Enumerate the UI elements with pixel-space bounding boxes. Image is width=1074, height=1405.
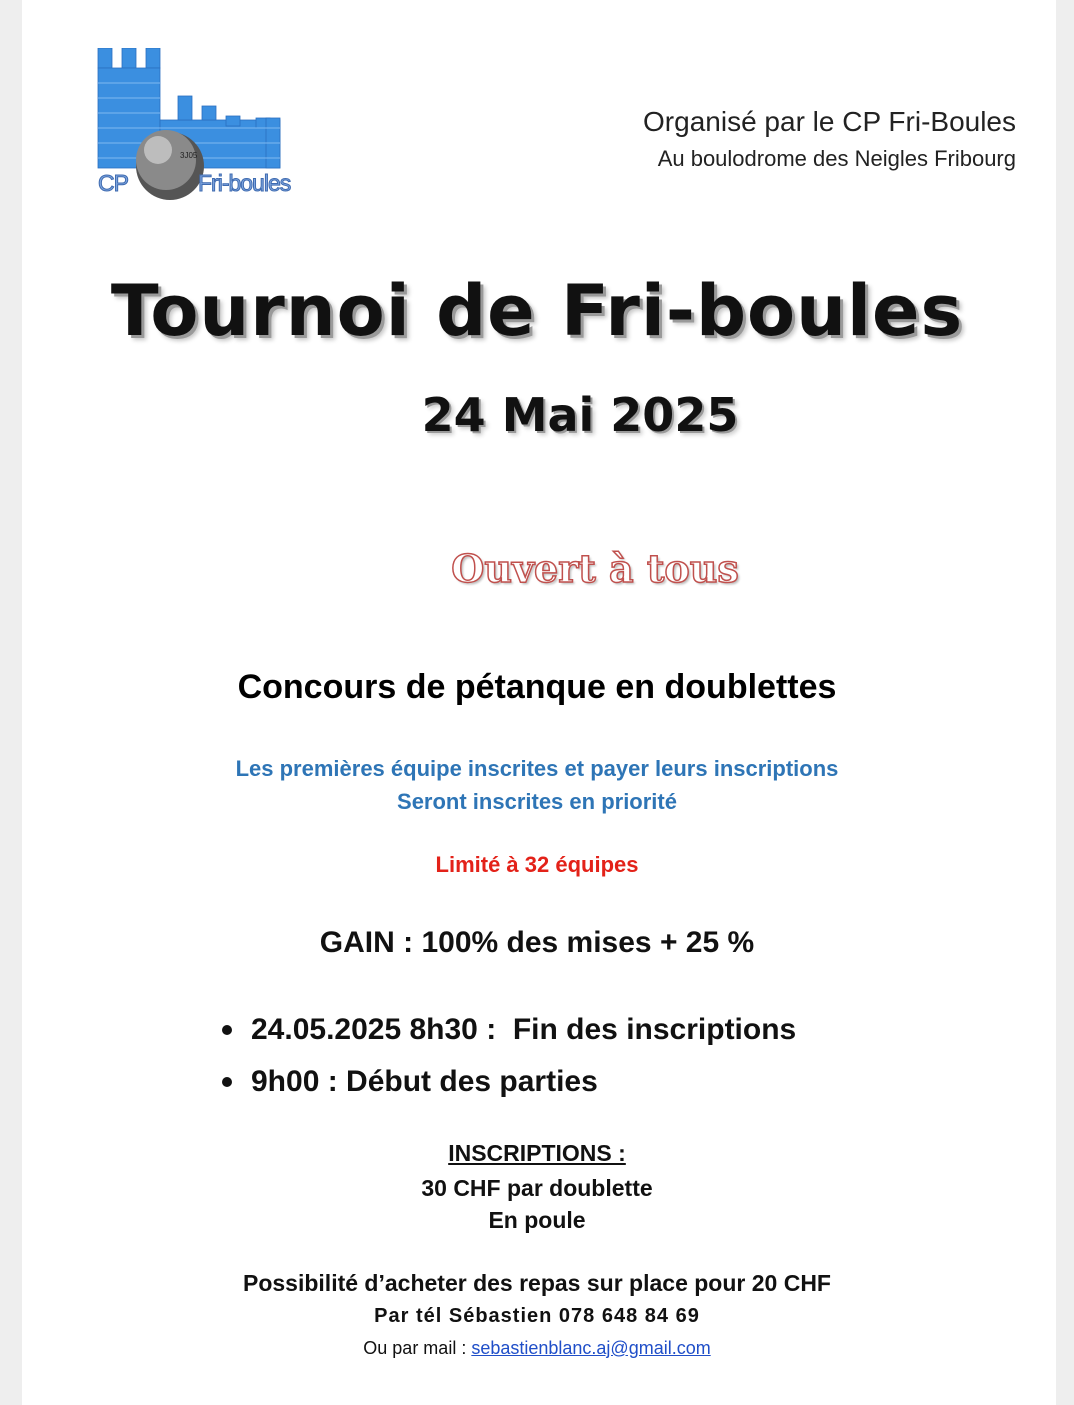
- prize-gain: GAIN : 100% des mises + 25 %: [319, 926, 755, 959]
- priority-note-line2: Seront inscrites en priorité: [397, 789, 677, 814]
- priority-note-line1: Les premières équipe inscrites et payer leurs inscriptions: [235, 756, 839, 781]
- schedule-item: 24.05.2025 8h30 : Fin des inscriptions: [251, 1013, 797, 1046]
- schedule-item: 9h00 : Début des parties: [251, 1065, 598, 1098]
- mail-contact: [0, 1338, 1074, 1359]
- meals-info: Possibilité d’acheter des repas sur place pour 20 CHF: [243, 1270, 831, 1296]
- registration-format: En poule: [488, 1207, 586, 1233]
- logo-text-club: Fri-boules: [198, 170, 291, 196]
- venue-line: Au boulodrome des Neigles Fribourg: [657, 146, 1016, 171]
- logo-text-cp: CP: [98, 170, 128, 196]
- organizer-line: Organisé par le CP Fri-Boules: [643, 106, 1016, 137]
- registration-heading: INSCRIPTIONS :: [448, 1140, 626, 1166]
- event-date: 24 Mai 2025: [421, 388, 739, 442]
- schedule-list: [216, 1010, 796, 1114]
- bullet-icon: [222, 1025, 232, 1035]
- phone-contact: Par tél Sébastien 078 648 84 69: [374, 1305, 700, 1327]
- open-to-all: Ouvert à tous: [451, 546, 739, 591]
- event-title: Tournoi de Fri-boules: [110, 270, 964, 352]
- list-item: [216, 1062, 796, 1114]
- registration-price: 30 CHF par doublette: [421, 1175, 653, 1201]
- list-item: [216, 1010, 796, 1062]
- bullet-icon: [222, 1077, 232, 1087]
- contest-heading: Concours de pétanque en doublettes: [237, 668, 837, 706]
- email-link[interactable]: sebastienblanc.aj@gmail.com: [471, 1338, 711, 1358]
- team-limit: Limité à 32 équipes: [435, 852, 639, 877]
- mail-prefix: Ou par mail :: [363, 1338, 472, 1358]
- svg-text:3J05: 3J05: [180, 151, 198, 160]
